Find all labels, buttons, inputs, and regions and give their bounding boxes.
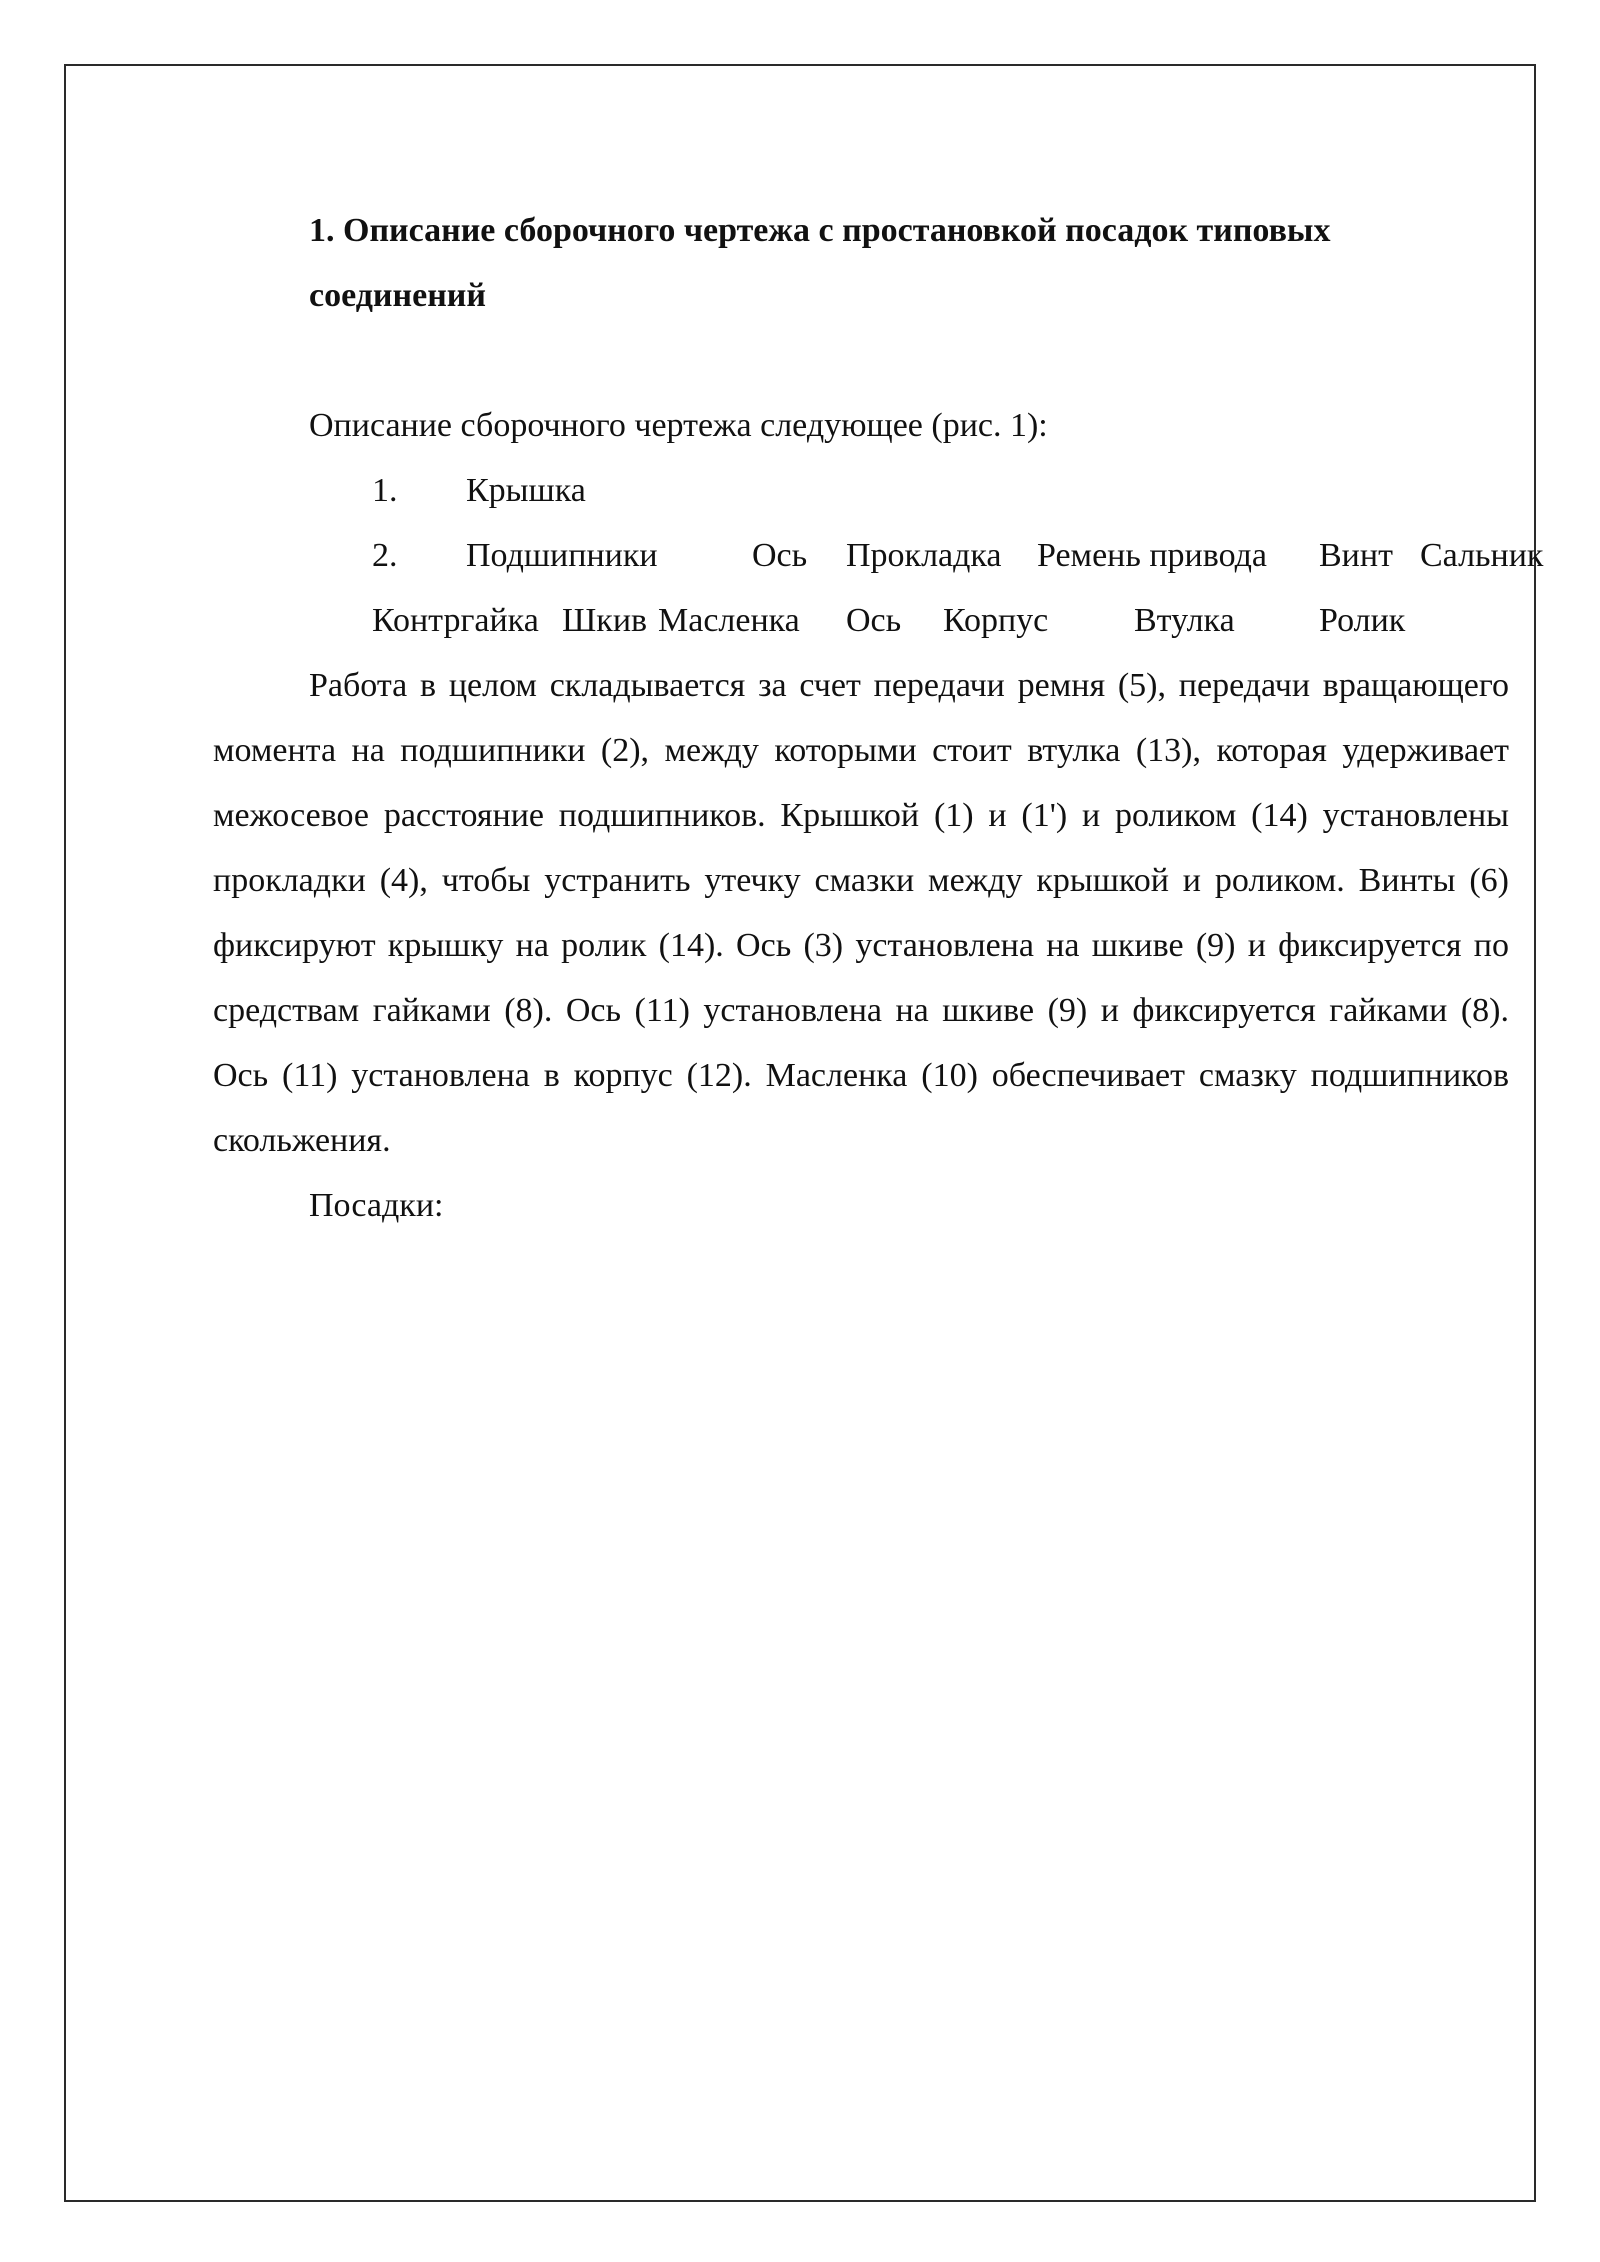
list-word: Прокладка [846, 537, 1002, 574]
list-word: Сальник [1420, 537, 1544, 574]
section-heading [213, 198, 1509, 328]
list-word: Ось [752, 537, 808, 574]
list-item-2 [213, 523, 1544, 588]
intro-paragraph: Описание сборочного чертежа следующее (рис. 1): [309, 407, 1048, 444]
list-item-1-number: 1. [372, 472, 398, 509]
list-word: Ось [846, 602, 902, 639]
list-word: Подшипники [466, 537, 658, 574]
list-item-2-continuation [213, 588, 1509, 653]
list-item-2-number: 2. [372, 537, 398, 574]
list-word: Ролик [1319, 602, 1406, 639]
list-word: Масленка [658, 602, 800, 639]
document-page [64, 64, 1544, 2202]
section-heading-line1: 1. Описание сборочного чертежа с простановкой посадок типовых [309, 212, 1331, 249]
fits-label: Посадки: [309, 1187, 444, 1224]
list-word: Винт [1319, 537, 1393, 574]
list-item-1 [213, 458, 1509, 523]
list-item-1-text: Крышка [466, 472, 586, 509]
heading-spacer [213, 328, 1509, 393]
list-word: Втулка [1134, 602, 1235, 639]
list-word: Контргайка [372, 602, 539, 639]
section-heading-line2: соединений [309, 277, 486, 314]
list-word: Ремень привода [1037, 537, 1267, 574]
list-word: Шкив [562, 602, 648, 639]
page-content [213, 198, 1544, 1238]
body-paragraph: Работа в целом складывается за счет передачи ремня (5), передачи вращающего момента на подшипники (2), между которыми стоит втулка (13), которая удерживает межосевое расстояние подшипников. Крышкой (1) и (1') и роликом (14) установлены прокладки (4), чтобы устранить утечку смазки между крышкой и роликом. Винты (6) фиксируют крышку на ролик (14). Ось (3) установлена на шкиве (9) и фиксируется по средствам гайками (8). Ось (11) установлена на шкиве (9) и фиксируется гайками (8). Ось (11) установлена в корпус (12). Масленка (10) обеспечивает смазку подшипников скольжения. [213, 667, 1509, 1159]
list-word: Корпус [943, 602, 1049, 639]
